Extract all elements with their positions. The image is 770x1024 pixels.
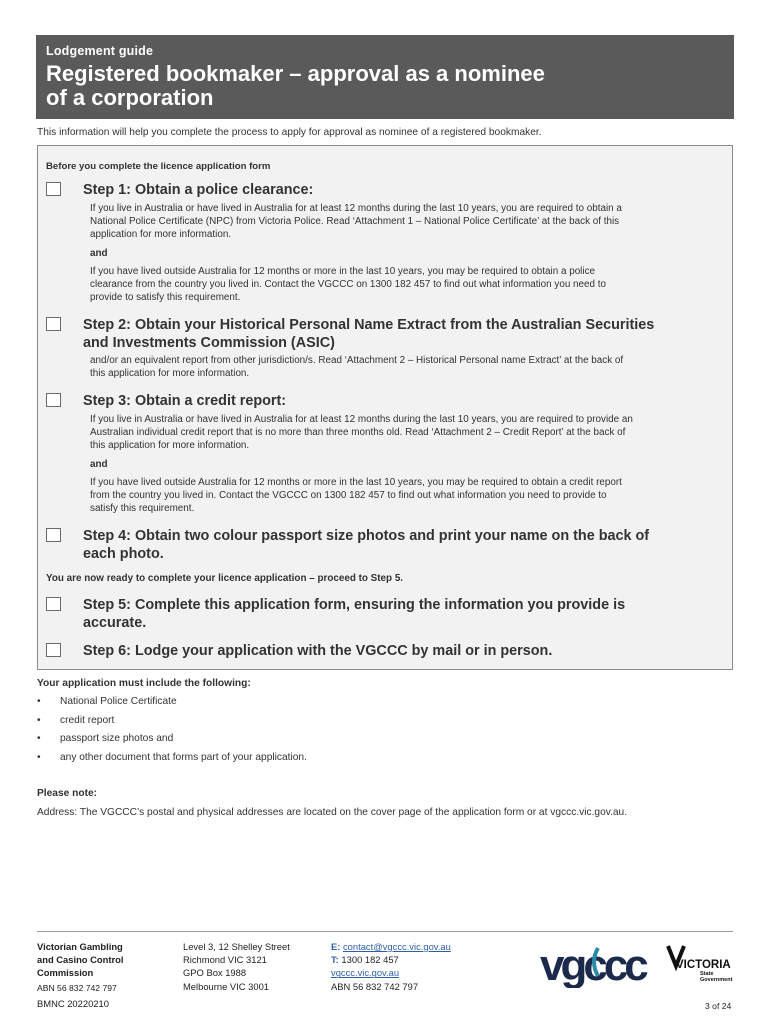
step-4-checkbox[interactable] (46, 528, 61, 542)
step-5-checkbox[interactable] (46, 597, 61, 611)
header-banner (36, 35, 734, 119)
footer-email-link[interactable]: contact@vgccc.vic.gov.au (342, 941, 451, 952)
step-2-checkbox[interactable] (46, 317, 61, 331)
vgccc-logo-text: vgccc (540, 942, 645, 988)
page-title-line-1: Registered bookmaker – approval as a nominee (46, 61, 545, 86)
footer-org-abn: ABN 56 832 742 797 (37, 982, 117, 993)
note-text: Address: The VGCCC’s postal and physical addresses are located on the cover page of the application form or at vgccc.vic.gov.au. (37, 807, 628, 818)
note-heading: Please note: (37, 788, 98, 799)
step-1-para-1-line-3: application for more information. (90, 228, 232, 240)
step-3-para-1-line-3: this application for more information. (90, 439, 250, 451)
step-5-title-line-2: accurate. (83, 615, 147, 631)
step-3-para-2 (90, 477, 736, 515)
step-2-para-1-line-1: and/or an equivalent report from other jurisdiction/s. Read ‘Attachment 2 – Historical Personal name Extract’ at the back of (90, 355, 624, 366)
list-item (37, 752, 307, 771)
step-6-checkbox[interactable] (46, 643, 61, 657)
step-3-para-2-line-2: from the country you lived in. Contact the VGCCC on 1300 182 457 to find out what information you need to provide to (90, 489, 607, 501)
step-4-title-line-2: each photo. (83, 546, 164, 562)
footer-divider (37, 931, 733, 932)
victoria-logo-sub-2: Government (700, 977, 733, 983)
list-item (37, 696, 307, 715)
page-title-line-2: of a corporation (46, 85, 214, 110)
step-6-title: Step 6: Lodge your application with the VGCCC by mail or in person. (83, 643, 553, 659)
step-3-checkbox[interactable] (46, 393, 61, 407)
page-title (46, 62, 724, 110)
intro-text: This information will help you complete the process to apply for approval as nominee of a registered bookmaker. (37, 127, 542, 138)
step-1-para-1-line-1: If you live in Australia or have lived in Australia for at least 12 months during the last 10 years, you are required to obtain a (90, 203, 622, 214)
footer-phone-row (331, 953, 451, 966)
footer-org (37, 940, 123, 995)
footer-email-row (331, 940, 451, 953)
bullet-icon: • (37, 733, 41, 745)
footer-address (183, 940, 290, 993)
step-5-title-line-1: Step 5: Complete this application form, ensuring the information you provide is (83, 597, 626, 613)
footer-address-line-1: Level 3, 12 Shelley Street (183, 941, 290, 952)
bullet-icon: • (37, 752, 41, 764)
must-include-list (37, 696, 307, 771)
footer-contact (331, 940, 451, 993)
ready-label: You are now ready to complete your licence application – proceed to Step 5. (46, 573, 404, 584)
footer-org-line-2: and Casino Control (37, 954, 124, 966)
step-2-title-line-1: Step 2: Obtain your Historical Personal Name Extract from the Australian Securities (83, 317, 655, 333)
step-1-para-2-line-2: clearance from the country you lived in. Contact the VGCCC on 1300 182 457 to find out what information you need to (90, 278, 606, 290)
before-label: Before you complete the licence application form (46, 161, 271, 172)
step-1-para-1 (90, 203, 736, 241)
step-2-para-1 (90, 355, 736, 381)
list-item (37, 733, 307, 752)
step-5-title (83, 596, 733, 632)
list-item-text: credit report (60, 714, 115, 726)
vgccc-logo-icon (538, 942, 656, 988)
list-item-text: any other document that forms part of your application. (60, 752, 307, 764)
footer-address-line-4: Melbourne VIC 3001 (183, 980, 269, 992)
footer-phone-label: T: (331, 954, 339, 966)
victoria-state-government-logo-icon (666, 942, 736, 984)
footer-org-line-1: Victorian Gambling (37, 941, 123, 952)
step-1-and: and (90, 248, 108, 259)
footer-abn: ABN 56 832 742 797 (331, 980, 419, 992)
step-3-para-1 (90, 414, 736, 452)
bullet-icon: • (37, 714, 41, 726)
document-code: BMNC 20220210 (37, 998, 109, 1009)
footer-website-link[interactable]: vgccc.vic.gov.au (331, 967, 400, 979)
list-item (37, 715, 307, 734)
footer-address-line-2: Richmond VIC 3121 (183, 954, 267, 966)
step-3-para-1-line-2: Australian individual credit report that is no more than three months old. Read ‘Attachment 2 – Credit Report’ at the back of (90, 426, 626, 438)
step-3-title: Step 3: Obtain a credit report: (83, 393, 287, 409)
step-1-para-2-line-3: provide to satisfy this requirement. (90, 291, 241, 303)
victoria-logo-sub-1: State (700, 971, 714, 977)
header-kicker: Lodgement guide (46, 44, 154, 58)
bullet-icon: • (37, 696, 41, 707)
step-2-title-line-2: and Investments Commission (ASIC) (83, 335, 335, 351)
checklist-box (37, 145, 733, 670)
list-item-text: National Police Certificate (60, 696, 177, 707)
must-include-heading: Your application must include the following: (37, 678, 251, 689)
step-1-title: Step 1: Obtain a police clearance: (83, 182, 314, 198)
list-item-text: passport size photos and (60, 733, 174, 745)
victoria-logo-text: VICTORIA (676, 959, 731, 971)
step-3-para-2-line-3: satisfy this requirement. (90, 502, 195, 514)
step-1-para-2-line-1: If you have lived outside Australia for 12 months or more in the last 10 years, you may be required to obtain a police (90, 266, 596, 277)
step-2-title (83, 316, 733, 352)
step-4-title (83, 527, 733, 563)
step-1-para-2 (90, 266, 736, 304)
footer-org-line-3: Commission (37, 967, 94, 979)
step-4-title-line-1: Step 4: Obtain two colour passport size photos and print your name on the back of (83, 528, 650, 544)
footer-address-line-3: GPO Box 1988 (183, 967, 247, 979)
step-3-and: and (90, 459, 108, 470)
step-3-para-1-line-1: If you live in Australia or have lived in Australia for at least 12 months during the last 10 years, you are required to provide an (90, 414, 633, 425)
footer-phone: 1300 182 457 (341, 954, 399, 966)
step-2-para-1-line-2: this application for more information. (90, 367, 250, 379)
step-3-para-2-line-1: If you have lived outside Australia for 12 months or more in the last 10 years, you may be required to obtain a credit report (90, 477, 622, 488)
page-number: 3 of 24 (705, 1001, 732, 1011)
step-1-checkbox[interactable] (46, 182, 61, 196)
footer-email-label: E: (331, 941, 341, 952)
step-1-para-1-line-2: National Police Certificate (NPC) from Victoria Police. Read ‘Attachment 1 – National Police Certificate’ at the back of this (90, 215, 620, 227)
